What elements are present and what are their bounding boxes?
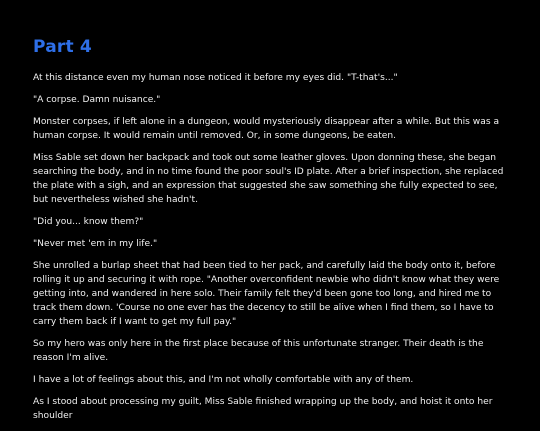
paragraph: "A corpse. Damn nuisance." [33,95,161,105]
paragraph: She unrolled a burlap sheet that had been tied to her pack, and carefully laid the body onto it, before rolling it up and securing it with rope. "Another overconfident newbie who didn't know what they were getting into, and wandered in here solo. Their family felt they'd been gone too long, and hired me to track them down. 'Course no one ever has the decency to still be alive when I find them, so I have to carry them back if I want to get my full pay." [33,261,500,327]
paragraph: Miss Sable set down her backpack and took out some leather gloves. Upon donning these, she began searching the body, and in no time found the poor soul's ID plate. After a brief inspection, she replaced the plate with a sigh, and an expression that suggested she saw something she fully expected to see, but nevertheless wished she hadn't. [33,153,504,205]
paragraph: "Never met 'em in my life." [33,239,158,249]
paragraph: At this distance even my human nose noticed it before my eyes did. "T-that's..." [33,73,398,83]
chapter-title: Part 4 [33,37,92,57]
paragraph: Monster corpses, if left alone in a dungeon, would mysteriously disappear after a while. But this was a human corpse. It would remain until removed. Or, in some dungeons, be eaten. [33,117,500,141]
paragraph: "Did you... know them?" [33,217,144,227]
paragraph: So my hero was only here in the first place because of this unfortunate stranger. Their death is the reason I'm alive. [33,339,484,363]
paragraph: I have a lot of feelings about this, and I'm not wholly comfortable with any of them. [33,375,414,385]
chapter-content [33,36,509,431]
paragraph: As I stood about processing my guilt, Miss Sable finished wrapping up the body, and hoist it onto her shoulder [33,397,493,421]
